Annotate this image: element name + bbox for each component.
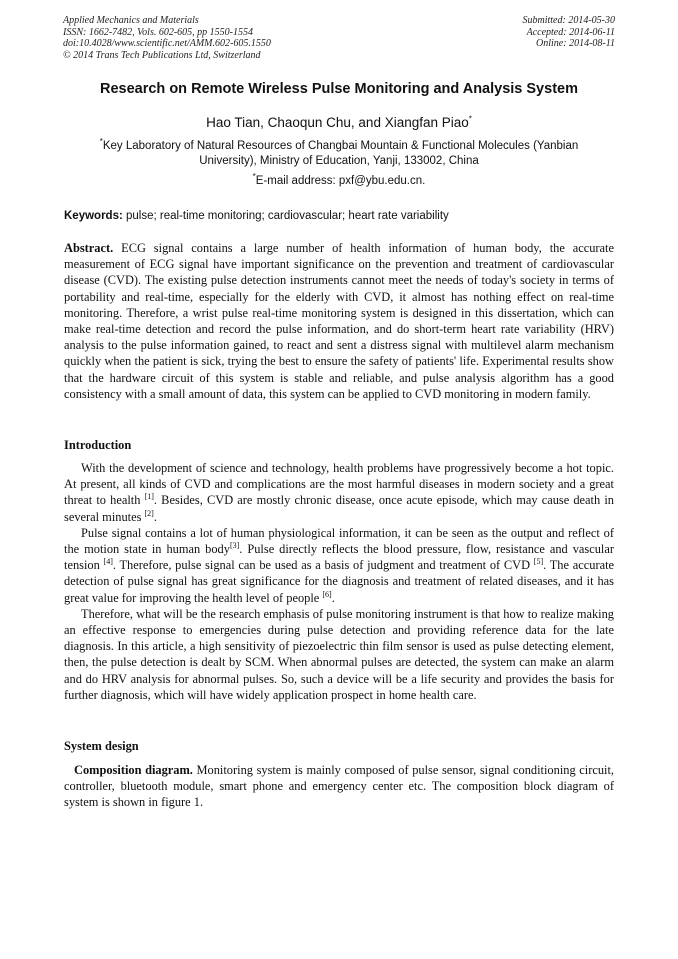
abstract-label: Abstract. bbox=[64, 241, 114, 255]
composition-text: Monitoring system is mainly composed of pulse sensor, signal conditioning circuit, controller, bluetooth module, smart phone and emergency center etc. The composition block diagram of system is shown in figure 1. bbox=[64, 763, 614, 810]
email-mark: * bbox=[252, 172, 256, 182]
affiliation-text: Key Laboratory of Natural Resources of Changbai Mountain & Functional Molecules (Yanbian University), Ministry of Education, Yanji, 133002, China bbox=[102, 140, 579, 167]
composition-paragraph bbox=[64, 762, 614, 811]
email-text: E-mail address: pxf@ybu.edu.cn. bbox=[255, 175, 426, 187]
author-list bbox=[40, 115, 638, 130]
keywords bbox=[64, 210, 614, 222]
journal-issn: ISSN: 1662-7482, Vols. 602-605, pp 1550-1554 bbox=[63, 26, 253, 38]
journal-doi: doi:10.4028/www.scientific.net/AMM.602-605.1550 bbox=[63, 38, 271, 49]
citation-3: [3] bbox=[229, 540, 240, 550]
citation-1: [1] bbox=[144, 492, 154, 502]
keywords-text: pulse; real-time monitoring; cardiovascular; heart rate variability bbox=[122, 210, 449, 222]
journal-name: Applied Mechanics and Materials bbox=[63, 15, 199, 26]
accepted-date: Accepted: 2014-06-11 bbox=[526, 26, 615, 38]
introduction-heading: Introduction bbox=[64, 438, 132, 452]
journal-copyright: © 2014 Trans Tech Publications Ltd, Switzerland bbox=[63, 49, 261, 61]
citation-6: [6] bbox=[322, 589, 332, 599]
citation-4: [4] bbox=[103, 557, 113, 567]
abstract bbox=[64, 240, 614, 402]
author-email bbox=[40, 172, 638, 187]
composition-label: Composition diagram. bbox=[74, 763, 193, 777]
intro-paragraph-3: Therefore, what will be the research emphasis of pulse monitoring instrument is that how to realize making an effective response to emergencies during pulse detection and providing reference data for the late diagnosis. In this article, a high sensitivity of piezoelectric thin film sensor is used as pulse detecting element, then, the pulse detection is dealt by SCM. When abnormal pulses are detected, the system can make an alarm and do HRV analysis for abnormal pulses. So, such a device will be a life security and provides the basis for further diagnosis, which will have widely application prospect in home health care. bbox=[64, 606, 614, 702]
paper-title: Research on Remote Wireless Pulse Monitoring and Analysis System bbox=[100, 81, 578, 97]
introduction-body bbox=[64, 460, 614, 703]
corresponding-mark: * bbox=[468, 114, 472, 124]
system-design-heading: System design bbox=[64, 739, 139, 753]
intro-paragraph-1: With the development of science and technology, health problems have progressively become a hot topic. At present, all kinds of CVD and complications are the most harmful diseases in modern society and a great threat to health [1]. Besides, CVD are mostly chronic disease, once acute episode, which may cause death in several minutes [2]. bbox=[64, 461, 614, 524]
intro-paragraph-2: Pulse signal contains a lot of human physiological information, it can be seen as the output and reflect of the motion state in human body[3]. Pulse directly reflects the blood pressure, flow, resistance and vascular tension [4]. Therefore, pulse signal can be used as a basis of judgment and treatment of CVD [5]. The accurate detection of pulse signal has great significance for the diagnosis and treatment of related diseases, and it has great value for improving the health level of people [6]. bbox=[64, 525, 615, 605]
journal-info bbox=[63, 15, 271, 61]
submission-dates bbox=[523, 15, 616, 50]
online-date: Online: 2014-08-11 bbox=[536, 38, 615, 49]
citation-5: [5] bbox=[533, 557, 544, 567]
citation-2: [2] bbox=[144, 508, 154, 518]
affiliation bbox=[70, 139, 608, 169]
author-names: Hao Tian, Chaoqun Chu, and Xiangfan Piao bbox=[206, 115, 469, 130]
keywords-label: Keywords: bbox=[64, 210, 123, 222]
submitted-date: Submitted: 2014-05-30 bbox=[522, 15, 615, 26]
abstract-text: ECG signal contains a large number of health information of human body, the accurate measurement of ECG signal have important significance on the prevention and treatment of cardiovascular disease (CVD). The existing pulse detection instruments cannot meet the needs of today's society in terms of portability and real-time, especially for the elderly with CVD, it almost has nothing effect on real-time monitoring. Therefore, a wrist pulse real-time monitoring system is designed in this dissertation, which can make real-time detection and record the pulse information, and do short-term heart rate variability (HRV) analysis to the pulse information gained, to react and sent a distress signal with multilevel alarm mechanism quickly when the patient is sick, trying the best to ensure the safety of patients' life. Experimental results show that the hardware circuit of this system is stable and reliable, and pulse analysis algorithm has a good consistency with a small amount of data, this system can be applied to CVD monitoring in modern family. bbox=[64, 241, 614, 401]
affiliation-mark: * bbox=[99, 137, 103, 147]
